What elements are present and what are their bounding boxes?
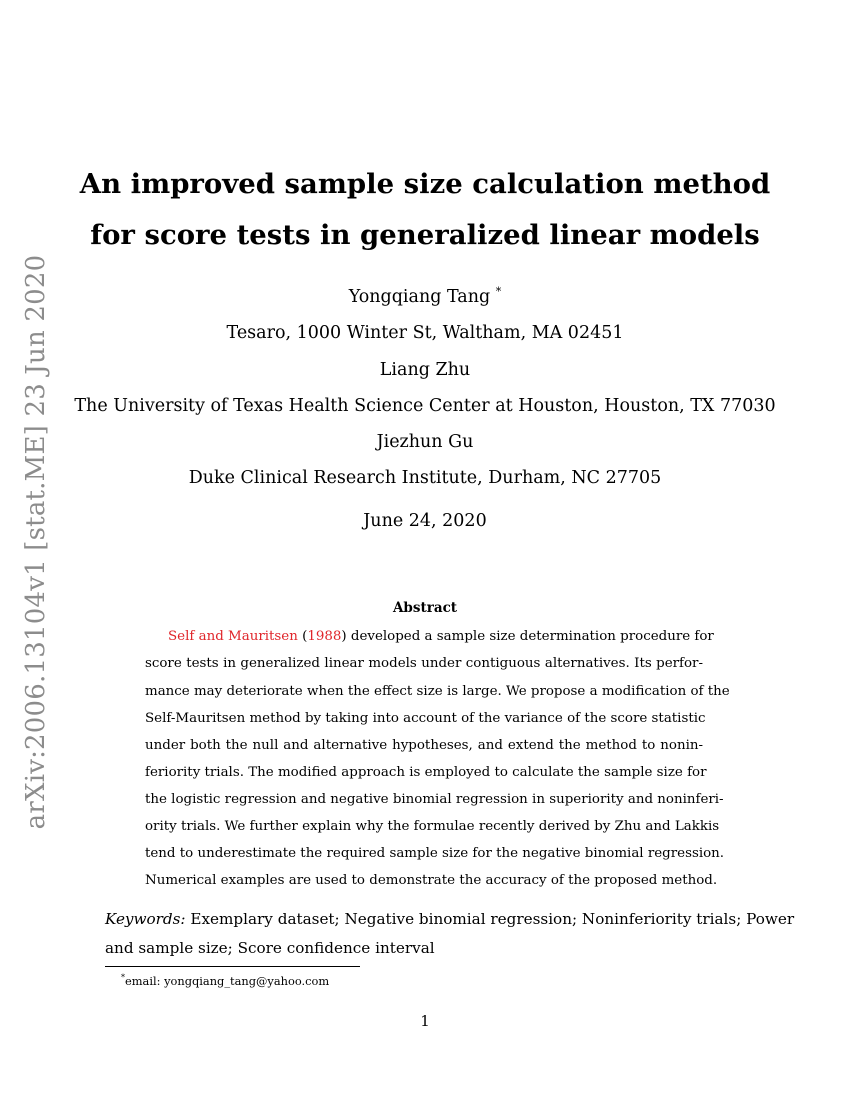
- abstract-line-5: under both the null and alternative hypotheses, and extend the method to nonin-: [145, 738, 703, 753]
- keywords-label: Keywords:: [105, 910, 186, 928]
- abstract-line-3: mance may deteriorate when the effect size is large. We propose a modification of the: [145, 684, 730, 699]
- abstract-line-7: the logistic regression and negative binomial regression in superiority and noninferi-: [145, 792, 724, 807]
- footnote-rule: [105, 966, 360, 967]
- abstract-line-6: feriority trials. The modified approach is employed to calculate the sample size for: [145, 765, 707, 780]
- author-3-affiliation: Duke Clinical Research Institute, Durham, NC 27705: [188, 468, 662, 488]
- author-1-footnote-marker: *: [495, 285, 502, 299]
- author-1-name: Yongqiang Tang: [348, 287, 491, 307]
- author-1-affiliation: Tesaro, 1000 Winter St, Waltham, MA 02451: [226, 323, 624, 343]
- author-3-name: Jiezhun Gu: [376, 432, 474, 452]
- footnote: [121, 973, 329, 988]
- citation-open-paren: (: [297, 629, 308, 644]
- abstract-line-9: tend to underestimate the required sample size for the negative binomial regression.: [145, 846, 725, 861]
- citation-year-link[interactable]: 1988: [307, 629, 342, 644]
- author-1: [0, 285, 850, 307]
- keywords-text-1: Exemplary dataset; Negative binomial regression; Noninferiority trials; Power: [190, 910, 795, 928]
- abstract-line-2: score tests in generalized linear models under contiguous alternatives. Its perfor-: [145, 656, 703, 671]
- abstract-line-10: Numerical examples are used to demonstrate the accuracy of the proposed method.: [145, 873, 718, 888]
- paper-title-line-2: for score tests in generalized linear models: [90, 219, 760, 251]
- abstract-line-8: ority trials. We further explain why the formulae recently derived by Zhu and Lakkis: [145, 819, 720, 834]
- arxiv-stamp-text: arXiv:2006.13104v1 [stat.ME] 23 Jun 2020: [21, 254, 51, 830]
- page-number: 1: [420, 1012, 430, 1030]
- paper-date: June 24, 2020: [363, 511, 487, 531]
- paper-title-line-1: An improved sample size calculation method: [79, 168, 771, 200]
- footnote-marker: *: [121, 973, 125, 982]
- citation-authors-link[interactable]: Self and Mauritsen: [168, 629, 298, 644]
- author-2-affiliation: The University of Texas Health Science Center at Houston, Houston, TX 77030: [74, 396, 776, 416]
- author-2-name: Liang Zhu: [379, 360, 471, 380]
- keywords-line-2: and sample size; Score confidence interval: [105, 939, 435, 957]
- keywords-line-1: [105, 910, 795, 928]
- footnote-email: email: yongqiang_tang@yahoo.com: [125, 973, 330, 988]
- abstract-line-1-text: ) developed a sample size determination procedure for: [341, 629, 714, 644]
- abstract-line-4: Self-Mauritsen method by taking into account of the variance of the score statistic: [145, 711, 706, 726]
- abstract-heading: Abstract: [392, 600, 458, 616]
- abstract-line-1: [168, 629, 714, 644]
